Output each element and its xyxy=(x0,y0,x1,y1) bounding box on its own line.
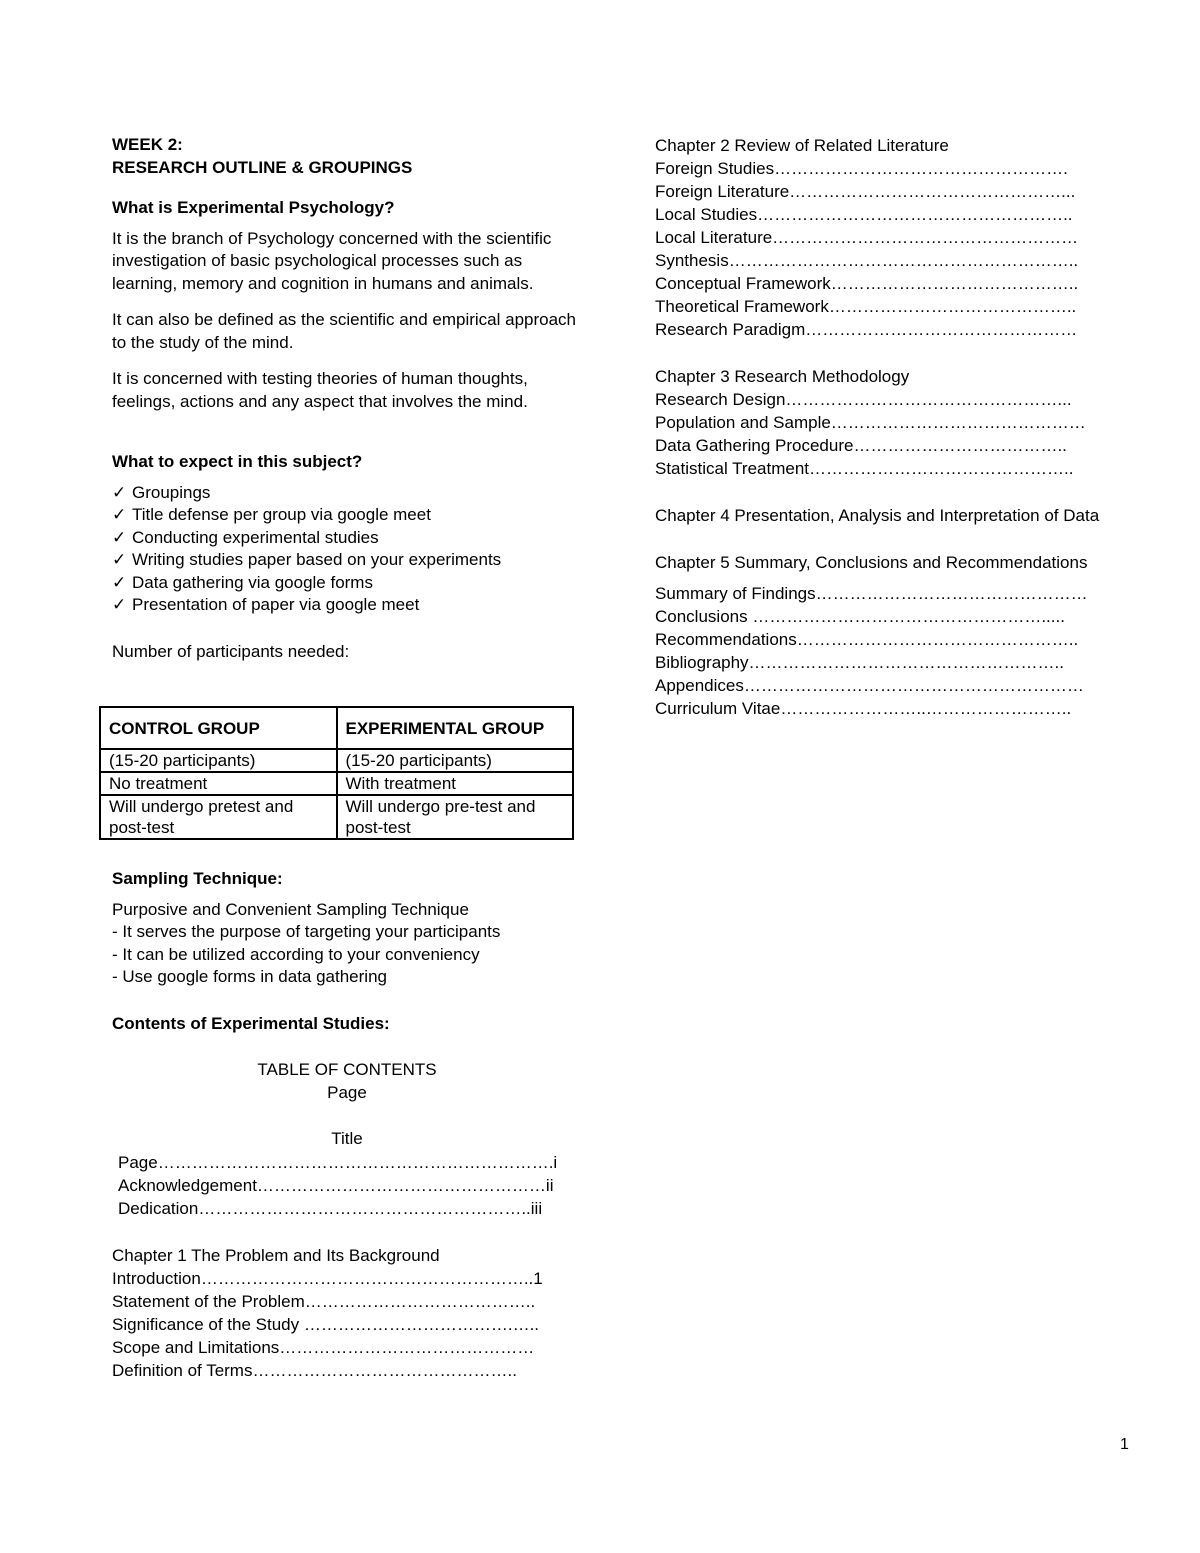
right-column xyxy=(655,134,1155,720)
definition-paragraph-2: It can also be defined as the scientific and empirical approach to the study of the mind. xyxy=(112,310,576,352)
toc-entry: Research Paradigm………………………………………… xyxy=(655,320,1078,339)
table-header-control: CONTROL GROUP xyxy=(100,707,337,749)
toc-entry: Bibliography……………………………………………….. xyxy=(655,653,1065,672)
sampling-heading: Sampling Technique: xyxy=(112,869,283,888)
toc-entry: Foreign Literature…………………………………………... xyxy=(655,182,1076,201)
left-column-lower xyxy=(112,868,582,1382)
sampling-line: - Use google forms in data gathering xyxy=(112,967,387,986)
toc-entry: Theoretical Framework…………………………………….. xyxy=(655,297,1077,316)
page-heading: RESEARCH OUTLINE & GROUPINGS xyxy=(112,157,413,177)
checkmark-icon: ✓ xyxy=(112,482,127,502)
toc-entry: Data Gathering Procedure……………………………….. xyxy=(655,436,1067,455)
table-cell: Will undergo pre-test and post-test xyxy=(337,795,574,839)
chapter-2-title: Chapter 2 Review of Related Literature xyxy=(655,136,949,155)
list-item: ✓ Groupings xyxy=(112,482,582,505)
toc-title: TABLE OF CONTENTS xyxy=(257,1060,437,1079)
toc-entry: Local Studies……………………………………………….. xyxy=(655,205,1073,224)
table-cell: (15-20 participants) xyxy=(100,749,337,772)
toc-entry: Recommendations………………………………………….. xyxy=(655,630,1079,649)
chapter-1-title: Chapter 1 The Problem and Its Background xyxy=(112,1245,440,1265)
table-cell: No treatment xyxy=(100,772,337,795)
table-cell: (15-20 participants) xyxy=(337,749,574,772)
toc-entry: Conclusions ……………………………………………..... xyxy=(655,607,1065,626)
list-item: ✓ Conducting experimental studies xyxy=(112,527,582,550)
list-item: ✓ Writing studies paper based on your experiments xyxy=(112,549,582,572)
chapter-3-title: Chapter 3 Research Methodology xyxy=(655,367,910,386)
toc-entry: Statistical Treatment……………………………………….. xyxy=(655,459,1074,478)
toc-entry: Introduction…………………………………………………..1 xyxy=(112,1268,543,1288)
checkmark-icon: ✓ xyxy=(112,572,127,592)
toc-entry: Page…………………………………………………………….i xyxy=(118,1152,558,1172)
checkmark-icon: ✓ xyxy=(112,505,127,524)
toc-entry: Research Design…………………………………………... xyxy=(655,390,1072,409)
question-experimental-psychology: What is Experimental Psychology? xyxy=(112,198,395,217)
sampling-line: - It serves the purpose of targeting your participants xyxy=(112,922,501,941)
toc-entry: Significance of the Study ……………………………….….. xyxy=(112,1314,540,1334)
toc-entry: Curriculum Vitae……………………..…………………….. xyxy=(655,699,1072,718)
page-number: 1 xyxy=(1120,1436,1129,1453)
toc-entry: Acknowledgement……………………………………………ii xyxy=(118,1175,554,1195)
table-cell: With treatment xyxy=(337,772,574,795)
toc-entry: Population and Sample……………………………………… xyxy=(655,413,1086,432)
list-item: ✓ Title defense per group via google meet xyxy=(112,504,582,527)
checkmark-icon: ✓ xyxy=(112,527,127,547)
toc-entry: Definition of Terms……………………………………….. xyxy=(112,1360,517,1380)
toc-title-label: Title xyxy=(331,1129,363,1148)
participants-label: Number of participants needed: xyxy=(112,641,350,661)
sampling-line: Purposive and Convenient Sampling Technique xyxy=(112,899,469,919)
toc-entry: Summary of Findings………………………………………… xyxy=(655,584,1088,603)
contents-heading: Contents of Experimental Studies: xyxy=(112,1013,390,1033)
participants-table xyxy=(99,706,574,840)
week-label: WEEK 2: xyxy=(112,135,183,154)
toc-entry: Conceptual Framework…………………………………….. xyxy=(655,274,1079,293)
toc-entry: Synthesis…………………………………………………….. xyxy=(655,251,1079,270)
toc-entry: Scope and Limitations……………………………………… xyxy=(112,1337,535,1357)
table-row xyxy=(100,772,573,795)
left-column xyxy=(112,134,582,663)
table-row xyxy=(100,749,573,772)
toc-entry: Statement of the Problem………………………………….. xyxy=(112,1291,536,1311)
toc-entry: Appendices…………………………………………………… xyxy=(655,676,1084,695)
toc-entry: Foreign Studies……………………………………………. xyxy=(655,159,1068,178)
table-cell: Will undergo pretest and post-test xyxy=(100,795,337,839)
table-row xyxy=(100,795,573,839)
expectations-list xyxy=(112,482,582,617)
definition-paragraph-3: It is concerned with testing theories of human thoughts, feelings, actions and any aspect that involves the mind. xyxy=(112,369,528,411)
checkmark-icon: ✓ xyxy=(112,595,127,614)
toc-entry: Local Literature……………………………………………… xyxy=(655,228,1079,247)
table-header-row xyxy=(100,707,573,749)
table-header-experimental: EXPERIMENTAL GROUP xyxy=(337,707,574,749)
chapter-4-title: Chapter 4 Presentation, Analysis and Interpretation of Data xyxy=(655,506,1100,525)
toc-page-label: Page xyxy=(327,1082,367,1102)
toc-entry: Dedication…………………………………………………..iii xyxy=(118,1198,543,1218)
chapter-5-title: Chapter 5 Summary, Conclusions and Recommendations xyxy=(655,553,1088,572)
question-what-to-expect: What to expect in this subject? xyxy=(112,452,363,471)
checkmark-icon: ✓ xyxy=(112,550,127,569)
list-item: ✓ Presentation of paper via google meet xyxy=(112,594,582,617)
sampling-line: - It can be utilized according to your conveniency xyxy=(112,944,480,964)
definition-paragraph-1: It is the branch of Psychology concerned with the scientific investigation of basic psychological processes such as learning, memory and cognition in humans and animals. xyxy=(112,228,552,293)
list-item: ✓ Data gathering via google forms xyxy=(112,572,582,595)
